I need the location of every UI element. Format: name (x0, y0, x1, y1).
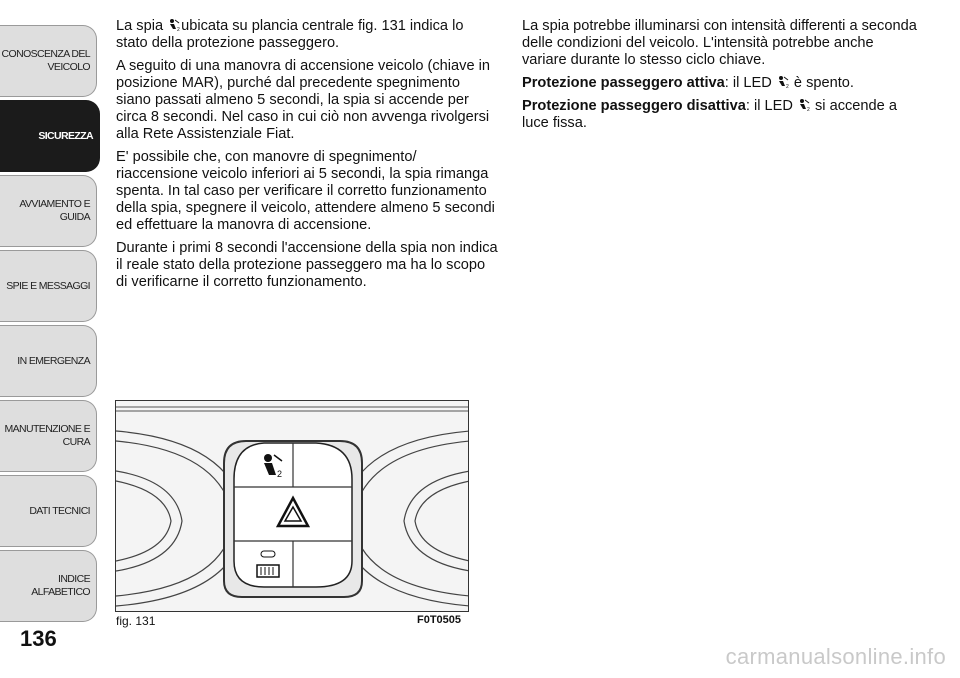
paragraph (116, 18, 498, 52)
figure-dashboard-panel (115, 400, 469, 612)
tab-indice-alfabetico[interactable] (0, 550, 97, 622)
figure-code: F0T0505 (417, 614, 462, 626)
tab-label: AVVIAMENTO E GUIDA (19, 198, 90, 223)
tab-label: IN EMERGENZA (17, 354, 90, 367)
paragraph: Durante i primi 8 secondi l'accensione della spia non indica il reale stato della protezione passeggero ma ha lo scopo di verificarne il corretto funzionamento. (116, 240, 498, 290)
tab-label: MANUTENZIONE E CURA (4, 423, 90, 448)
text-column-right (522, 18, 918, 138)
bold-label: Protezione passeggero disattiva (522, 98, 746, 114)
bold-label: Protezione passeggero attiva (522, 75, 725, 91)
tab-conoscenza-del-veicolo[interactable] (0, 25, 97, 97)
text: si accende a luce fissa. (522, 98, 897, 131)
passenger-airbag-off-icon (776, 75, 790, 89)
tab-avviamento-e-guida[interactable] (0, 175, 97, 247)
tab-in-emergenza[interactable] (0, 325, 97, 397)
page-number: 136 (20, 626, 57, 651)
text-column-left (116, 18, 498, 297)
section-sidebar (0, 0, 100, 678)
tab-label: CONOSCENZA DEL VEICOLO (1, 48, 90, 73)
paragraph: E' possibile che, con manovre di spegnimento/ riaccensione veicolo inferiori ai 5 secondi, la spia rimanga spenta. In tal caso per verificare il corretto funzionamento della spia, spegnere il veicolo, attendere almeno 5 secondi ed effettuare la manovra di accensione. (116, 149, 495, 233)
svg-text:2: 2 (177, 27, 180, 32)
svg-text:2: 2 (806, 107, 810, 112)
text: : il LED (745, 98, 797, 114)
text: La spia (116, 18, 168, 34)
tab-label: SPIE E MESSAGGI (6, 279, 90, 292)
paragraph: A seguito di una manovra di accensione veicolo (chiave in posizione MAR), purché dal precedente spegnimento siano passati almeno 5 secondi, la spia si accende per circa 8 secondi. Nel caso in cui ciò non avvenga rivolgersi alla Rete Assistenziale Fiat. (116, 58, 490, 142)
tab-label: DATI TECNICI (29, 504, 90, 517)
passenger-airbag-off-icon (167, 18, 181, 32)
text: ubicata su plancia centrale fig. 131 indica lo stato della protezione passeggero. (116, 18, 464, 51)
text: è spento. (789, 75, 854, 91)
text: : il LED (724, 75, 776, 91)
watermark: carmanualsonline.info (725, 644, 946, 669)
svg-text:2: 2 (785, 84, 789, 89)
paragraph (522, 98, 918, 132)
tab-label: INDICE ALFABETICO (31, 573, 90, 598)
tab-sicurezza[interactable] (0, 100, 100, 172)
tab-spie-e-messaggi[interactable] (0, 250, 97, 322)
passenger-airbag-off-icon (797, 98, 811, 112)
paragraph: La spia potrebbe illuminarsi con intensità differenti a seconda delle condizioni del veicolo. L'intensità potrebbe anche variare durante lo stesso ciclo chiave. (522, 18, 917, 68)
paragraph (522, 75, 918, 92)
tab-manutenzione-e-cura[interactable] (0, 400, 97, 472)
figure-caption: fig. 131 (116, 614, 156, 628)
dashboard-illustration (116, 401, 469, 612)
svg-text:2: 2 (277, 469, 283, 479)
tab-label: SICUREZZA (38, 129, 93, 142)
tab-dati-tecnici[interactable] (0, 475, 97, 547)
